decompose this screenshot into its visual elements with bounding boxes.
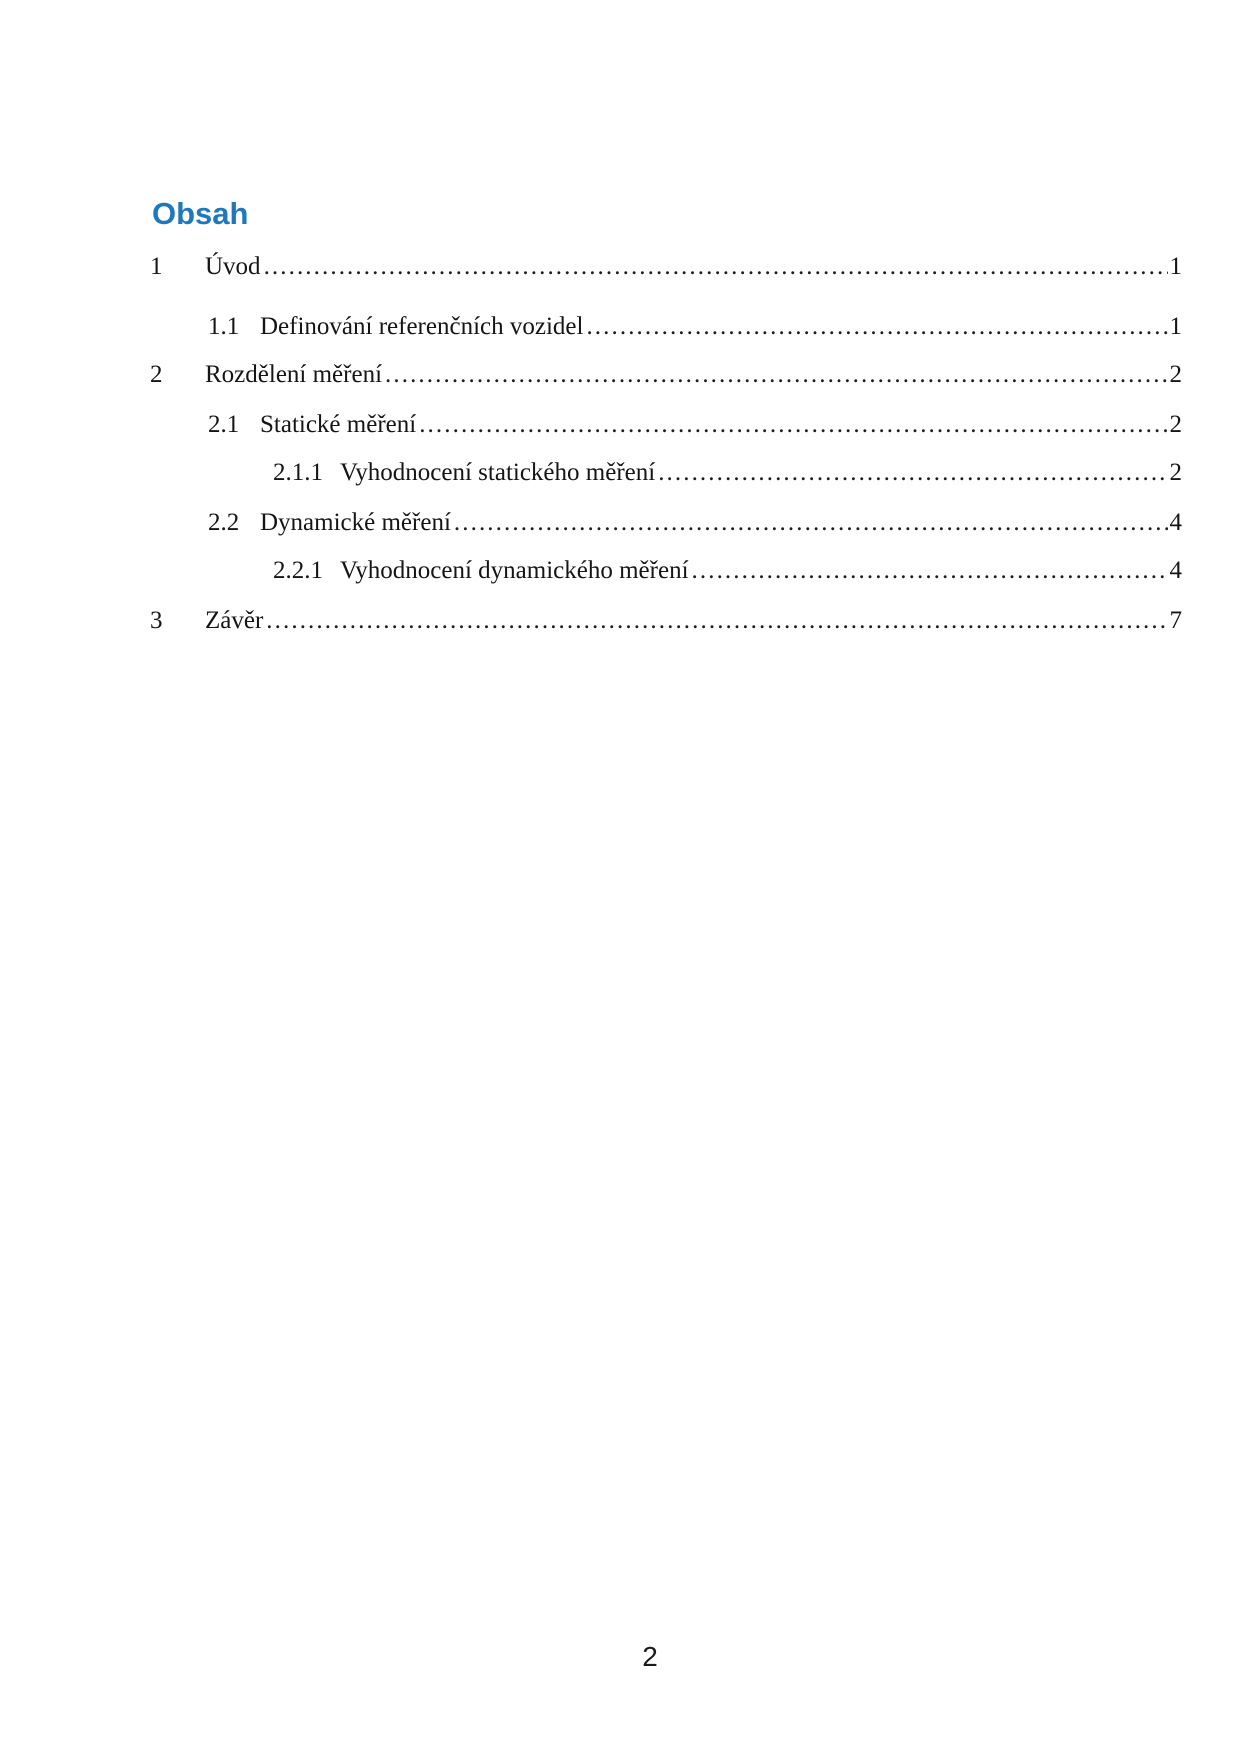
leader-dots: [382, 361, 1168, 388]
leader-dots: [689, 557, 1168, 584]
toc-entry[interactable]: [150, 557, 1182, 584]
toc-entry-page: 1: [1169, 253, 1182, 280]
toc-entry-number: 2.2: [208, 509, 240, 536]
toc-entry-number: 2: [150, 361, 163, 388]
toc-entry[interactable]: [150, 361, 1182, 388]
toc-entry-number: 1: [150, 253, 163, 280]
toc-entry-title: Vyhodnocení statického měření: [340, 459, 656, 486]
leader-dots: [583, 313, 1168, 340]
toc-entry-number: 3: [150, 607, 163, 634]
toc-entry-page: 2: [1169, 411, 1182, 438]
footer-page-number: 2: [642, 1641, 658, 1672]
toc-entry-number: 2.2.1: [273, 557, 323, 584]
toc-entry-number: 2.1.1: [273, 459, 323, 486]
toc-entry-number: 2.1: [208, 411, 240, 438]
toc-entry[interactable]: [150, 459, 1182, 486]
toc-entry-page: 7: [1169, 607, 1182, 634]
leader-dots: [416, 411, 1168, 438]
toc-entry-title: Definování referenčních vozidel: [260, 313, 584, 340]
toc-entry-page: 4: [1169, 557, 1182, 584]
toc-entry-page: 1: [1169, 313, 1182, 340]
toc-entry[interactable]: [150, 313, 1182, 340]
leader-dots: [451, 509, 1168, 536]
table-of-contents: [150, 0, 1182, 700]
toc-entry-number: 1.1: [208, 313, 240, 340]
toc-entry-title: Statické měření: [260, 411, 417, 438]
toc-entry-title: Vyhodnocení dynamického měření: [340, 557, 689, 584]
toc-entry[interactable]: [150, 253, 1182, 280]
leader-dots: [655, 459, 1168, 486]
toc-entry-page: 4: [1169, 509, 1182, 536]
toc-entry[interactable]: [150, 607, 1182, 634]
toc-entry[interactable]: [150, 411, 1182, 438]
toc-heading: Obsah: [152, 196, 249, 231]
toc-entry-title: Závěr: [205, 607, 264, 634]
leader-dots: [263, 607, 1168, 634]
toc-entry-title: Úvod: [205, 253, 261, 280]
toc-entry[interactable]: [150, 509, 1182, 536]
toc-entry-title: Dynamické měření: [260, 509, 451, 536]
leader-dots: [261, 253, 1168, 280]
toc-entry-title: Rozdělení měření: [205, 361, 383, 388]
toc-entry-page: 2: [1169, 459, 1182, 486]
toc-entry-page: 2: [1169, 361, 1182, 388]
